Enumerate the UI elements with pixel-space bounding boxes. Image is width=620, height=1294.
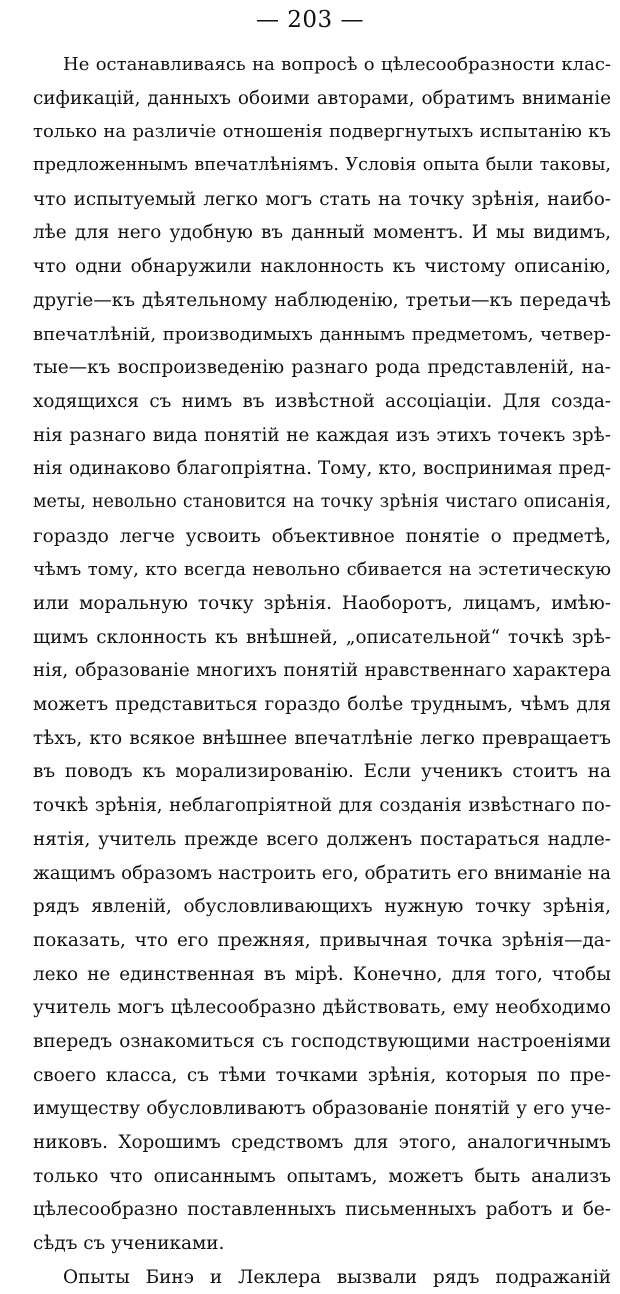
text-line: другіе—къ дѣятельному наблюденію, третьи—къ передачѣ [33, 289, 611, 311]
text-line: никовъ. Хорошимъ средствомъ для этого, аналогичнымъ [33, 1132, 611, 1153]
text-line: имуществу обусловливаютъ образованіе понятій у его уче- [33, 1098, 611, 1120]
text-line: чѣмъ тому, кто всегда невольно сбивается на эстетическую [33, 559, 611, 581]
text-line: ходящихся съ нимъ въ извѣстной ассоціаціи. Для созда- [33, 390, 611, 412]
text-line: предложеннымъ впечатлѣніямъ. Условія опыта были таковы, [33, 155, 611, 176]
text-line: или моральную точку зрѣнія. Наоборотъ, лицамъ, имѣю- [33, 593, 611, 614]
page-number: — 203 — [255, 7, 365, 33]
text-line: сификацій, данныхъ обоими авторами, обратимъ вниманіе [33, 87, 611, 109]
text-line: жащимъ образомъ настроить его, обратить его вниманіе на [33, 862, 611, 884]
text-line: щимъ склонность къ внѣшней, „описательной“ точкѣ зрѣ- [33, 626, 611, 648]
text-line: что одни обнаружили наклонность къ чистому описанію, [33, 256, 611, 278]
text-line: гораздо легче усвоить объективное понятіе о предметѣ, [33, 525, 611, 547]
text-line: рядъ явленій, обусловливающихъ нужную точку зрѣнія, [33, 896, 611, 918]
text-line: только на различіе отношенія подвергнутыхъ испытанію къ [33, 121, 611, 143]
text-line: тѣхъ, кто всякое внѣшнее впечатлѣніе легко превращаетъ [33, 727, 611, 749]
text-line: нятія, учитель прежде всего долженъ постараться надле- [33, 828, 611, 850]
text-line: своего класса, съ тѣми точками зрѣнія, которыя по пре- [33, 1064, 611, 1086]
text-line: только что описаннымъ опытамъ, можетъ быть анализъ [33, 1165, 611, 1187]
text-line: цѣлесообразно поставленныхъ письменныхъ работъ и бе- [33, 1199, 611, 1221]
text-line: показать, что его прежняя, привычная точка зрѣнія—да- [33, 929, 611, 951]
text-line: что испытуемый легко могъ стать на точку зрѣнія, наибо- [33, 188, 611, 210]
text-line: нія одинаково благопріятна. Тому, кто, воспринимая пред- [33, 458, 611, 480]
text-line: Не останавливаясь на вопросѣ о цѣлесообразности клас- [63, 54, 611, 75]
text-line: точкѣ зрѣнія, неблагопріятной для созданія извѣстнаго по- [33, 795, 611, 817]
text-line: нія, образованіе многихъ понятій нравственнаго характера [33, 660, 611, 682]
text-line: леко не единственная въ мірѣ. Конечно, для того, чтобы [33, 963, 611, 985]
body-text [33, 48, 611, 1294]
text-line: Опыты Бинэ и Леклера вызвали рядъ подражаній [63, 1266, 611, 1288]
text-line: впередъ ознакомиться съ господствующими настроеніями [33, 1030, 611, 1052]
text-line: лѣе для него удобную въ данный моментъ. И мы видимъ, [33, 222, 611, 244]
text-line: тые—къ воспроизведенію разнаго рода представленій, на- [33, 357, 611, 379]
text-line: впечатлѣній, производимыхъ даннымъ предметомъ, четвер- [33, 323, 611, 345]
text-line: нія разнаго вида понятій не каждая изъ этихъ точекъ зрѣ- [33, 424, 611, 446]
text-line: въ поводъ къ морализированію. Если ученикъ стоитъ на [33, 761, 611, 783]
text-line: сѣдъ съ учениками. [33, 1233, 225, 1255]
text-line: учитель могъ цѣлесообразно дѣйствовать, ему необходимо [33, 997, 611, 1019]
text-line: меты, невольно становится на точку зрѣнія чистаго описанія, [33, 491, 611, 512]
text-line: можетъ представиться гораздо болѣе труднымъ, чѣмъ для [33, 694, 611, 716]
